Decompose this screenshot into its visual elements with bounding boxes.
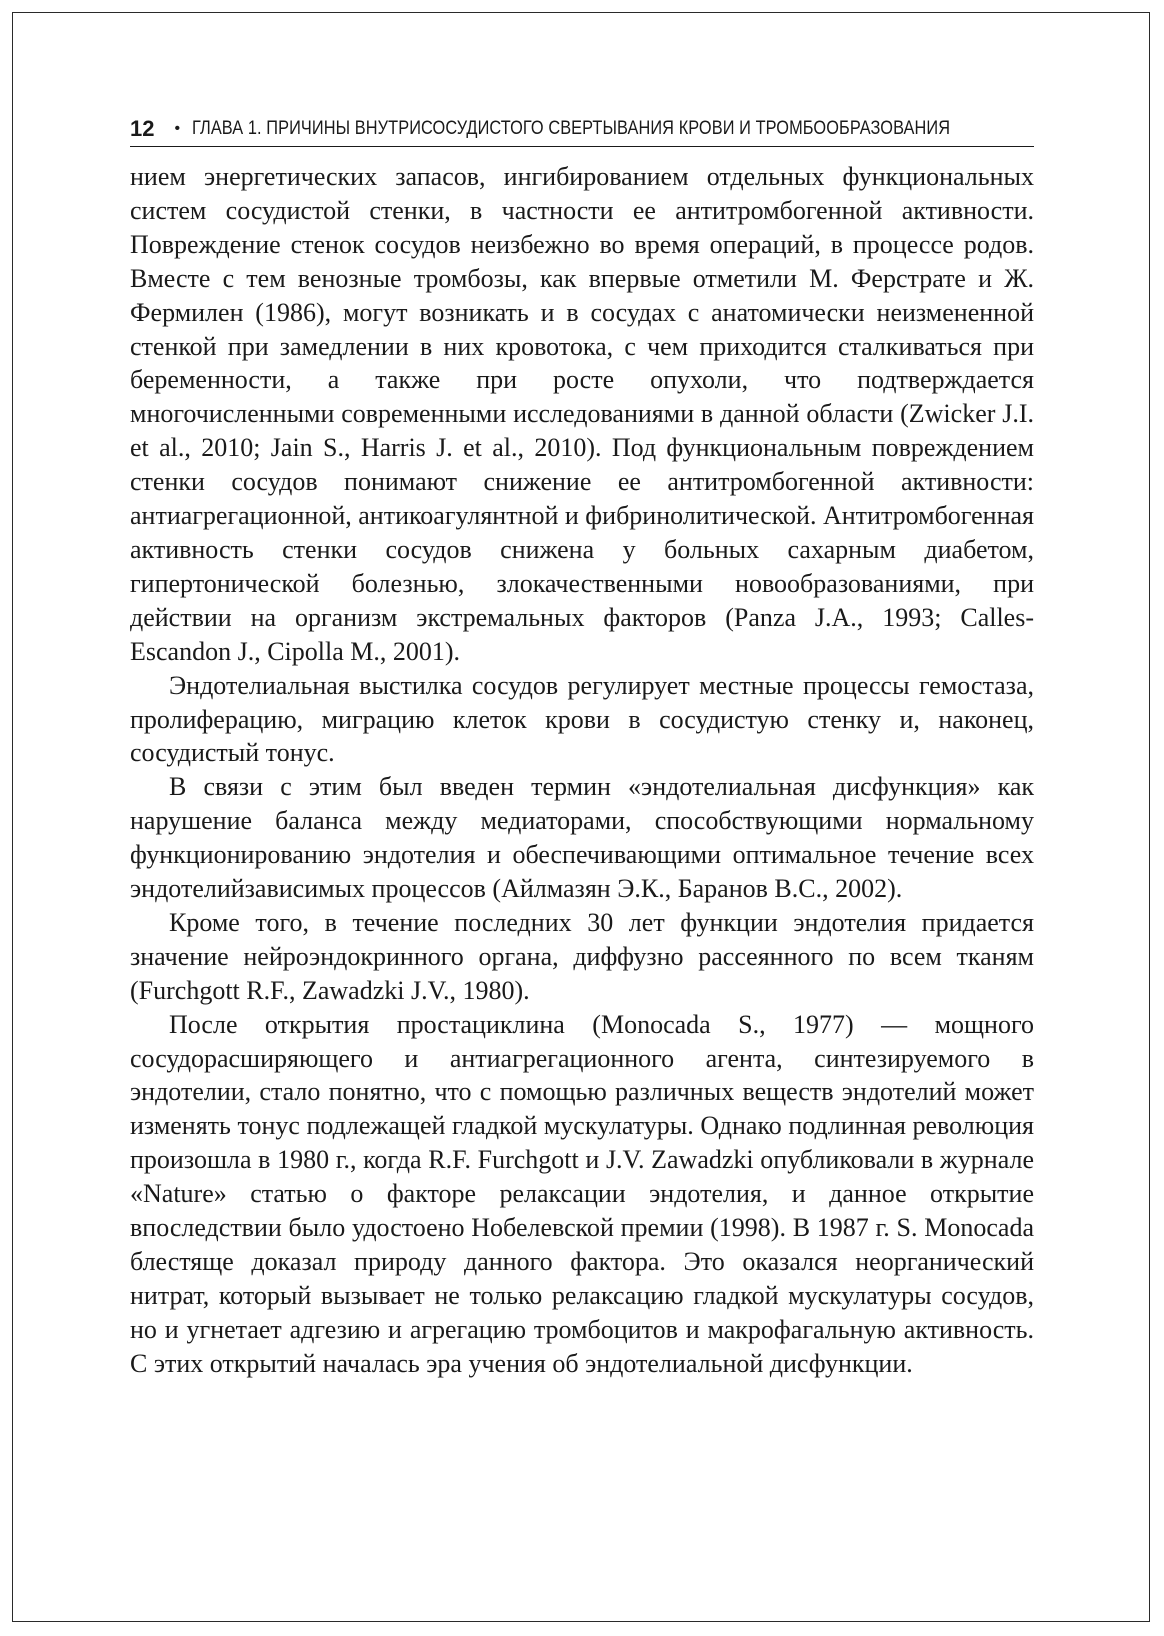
bullet-separator: •	[174, 120, 181, 137]
paragraph-5: После открытия простациклина (Monocada S., 1977) — мощного сосудорасширяющего и антиагрегационного агента, синтезируемого в эндотелии, стало понятно, что с помощью различных веществ эндотелий может изменять тонус подлежащей гладкой мускулатуры. Однако подлинная революция произошла в 1980 г., когда R.F. Furchgott и J.V. Zawadzki опубликовали в журнале «Nature» статью о факторе релаксации эндотелия, и данное открытие впоследствии было удостоено Нобелевской премии (1998). В 1987 г. S. Monocada блестяще доказал природу данного фактора. Это оказался неорганический нитрат, который вызывает не только релаксацию гладкой мускулатуры сосудов, но и угнетает адгезию и агрегацию тромбоцитов и макрофагальную активность. С этих открытий началась эра учения об эндотелиальной дисфункции.	[130, 1009, 1034, 1378]
paragraph-2: Эндотелиальная выстилка сосудов регулирует местные процессы гемостаза, пролиферацию, миграцию клеток крови в сосудистую стенку и, наконец, сосудистый тонус.	[130, 670, 1034, 768]
chapter-title: ГЛАВА 1. ПРИЧИНЫ ВНУТРИСОСУДИСТОГО СВЕРТЫВАНИЯ КРОВИ И ТРОМБООБРАЗОВАНИЯ	[192, 118, 951, 139]
paragraph-3: В связи с этим был введен термин «эндотелиальная дисфункция» как нарушение баланса между медиаторами, способствующими нормальному функционированию эндотелия и обеспечивающими оптимальное течение всех эндотелийзависимых процессов (Айлмазян Э.К., Баранов В.С., 2002).	[130, 772, 1034, 904]
running-head	[130, 114, 1034, 144]
paragraph-1: нием энергетических запасов, ингибированием отдельных функциональных систем сосудистой стенки, в частности ее антитромбогенной активности. Повреждение стенок сосудов неизбежно во время операций, в процессе родов. Вместе с тем венозные тромбозы, как впервые отметили М. Ферстрате и Ж. Фермилен (1986), могут возникать и в сосудах с анатомически неизмененной стенкой при замедлении в них кровотока, с чем приходится сталкиваться при беременности, а также при росте опухоли, что подтверждается многочисленными современными исследованиями в данной области (Zwicker J.I. et al., 2010; Jain S., Harris J. et al., 2010). Под функциональным повреждением стенки сосудов понимают снижение ее антитромбогенной активности: антиагрегационной, антикоагулянтной и фибринолитической. Антитромбогенная активность стенки сосудов снижена у больных сахарным диабетом, гипертонической болезнью, злокачественными новообразованиями, при действии на организм экстремальных факторов (Panza J.A., 1993; Calles-Escandon J., Cipolla M., 2001).	[130, 162, 1034, 666]
body-text	[130, 160, 1034, 1381]
paragraph-4: Кроме того, в течение последних 30 лет функции эндотелия придается значение нейроэндокринного органа, диффузно рассеянного по всем тканям (Furchgott R.F., Zawadzki J.V., 1980).	[130, 907, 1034, 1005]
header-rule	[130, 146, 1034, 147]
page-number: 12	[130, 116, 155, 141]
